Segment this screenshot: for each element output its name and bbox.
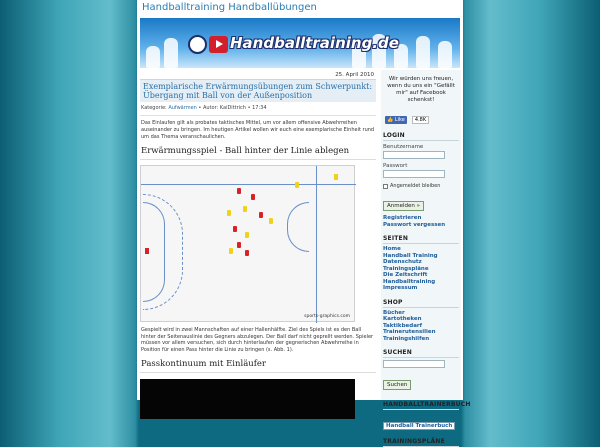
banner-player-silhouette: [438, 41, 452, 68]
page-link-zeitschrift[interactable]: Die Zeitschrift: [383, 272, 428, 278]
remember-label: Angemeldet bleiben: [390, 183, 441, 189]
post-title[interactable]: Exemplarische Erwärmungsübungen zum Schwerpunkt: Übergang mit Ball von der Außenposition: [143, 82, 373, 100]
shop-link-trainerutensilien[interactable]: Trainerutensilien: [383, 329, 436, 335]
video-player[interactable]: [140, 379, 355, 419]
search-input[interactable]: [383, 360, 445, 368]
meta-prefix: Kategorie:: [141, 105, 167, 111]
search-button[interactable]: Suchen: [383, 380, 411, 390]
shop-link-taktikbedarf[interactable]: Taktikbedarf: [383, 322, 423, 329]
free-throw-line: [143, 194, 183, 310]
page-link-trainingsplaene[interactable]: Trainingspläne: [383, 265, 429, 272]
player-yellow: [269, 218, 273, 224]
page-link-impressum[interactable]: Impressum: [383, 285, 418, 291]
site-title[interactable]: Handballtraining Handballübungen: [137, 0, 463, 17]
remember-checkbox[interactable]: [383, 184, 388, 189]
player-yellow: [229, 248, 233, 254]
section-title: Erwärmungsspiel - Ball hinter der Linie ablegen: [140, 144, 376, 160]
player-red: [251, 194, 255, 200]
thumbs-up-icon: 👍: [387, 117, 394, 123]
trainerbuch-link[interactable]: Handball Trainerbuch: [383, 422, 455, 430]
shop-heading: SHOP: [383, 292, 459, 308]
player-yellow: [245, 232, 249, 238]
post-intro: Das Einlaufen gilt als probates taktisches Mittel, um vor allem offensive Abwehrreihen auseinander zu bringen. Im heutigen Artikel wollen wir euch eine exemplarische Einheit rund um das Thema veranschaulichen.: [141, 120, 375, 140]
court-diagram: [140, 165, 355, 322]
play-icon: [209, 36, 228, 53]
player-red: [233, 226, 237, 232]
pages-heading: SEITEN: [383, 228, 459, 244]
shop-link-trainingshilfen[interactable]: Trainingshilfen: [383, 335, 430, 342]
shop-link-kartotheken[interactable]: Kartotheken: [383, 316, 422, 322]
goal-area-line: [287, 202, 309, 252]
player-red: [237, 242, 241, 248]
handball-icon: [188, 35, 207, 54]
logo-text: Handballtraining.de: [230, 34, 399, 52]
facebook-text: Wir würden uns freuen, wenn du uns ein "Gefällt mir" auf Facebook schenkst!: [387, 76, 455, 103]
page-container: [137, 0, 471, 445]
section-title-2: Passkontinuum mit Einläufer: [140, 357, 376, 373]
figure-caption: Gespielt wird in zwei Mannschaften auf einer Hallenhälfte. Ziel des Spiels ist es den Ball hinter der Seitenauslinie des Gegners abzulegen. Der Ball darf nicht geprellt werden. Spieler müssen vor allem versuchen, sich durch hinterlaufen der gegnerischen Abwehrreihe in Position für einen Pass hinter die Linie zu bringen (s. Abb. 1).: [141, 327, 374, 353]
banner-player-silhouette: [146, 46, 160, 68]
goalkeeper: [334, 174, 338, 180]
register-link[interactable]: Registrieren: [383, 215, 422, 221]
page-link-home[interactable]: Home: [383, 246, 401, 252]
login-heading: LOGIN: [383, 125, 459, 141]
username-label: Benutzername: [383, 144, 424, 150]
player-red: [237, 188, 241, 194]
player-yellow: [295, 182, 299, 188]
post-meta: [140, 102, 376, 116]
search-heading: SUCHEN: [383, 342, 459, 358]
post-date: 25. April 2010: [335, 72, 374, 78]
trainerbuch-heading: HANDBALLTRAINERBUCH: [383, 394, 459, 410]
goalkeeper: [145, 248, 149, 254]
sidebar: [381, 70, 471, 445]
trainingsplaene-heading: TRAININGSPLÄNE: [383, 431, 459, 447]
password-input[interactable]: [383, 170, 445, 178]
like-count: 4.8K: [412, 116, 429, 124]
post-title-box: [140, 79, 376, 102]
court-line: [316, 166, 317, 323]
forgot-password-link[interactable]: Passwort vergessen: [383, 221, 446, 228]
shop-link-buecher[interactable]: Bücher: [383, 309, 405, 316]
banner-player-silhouette: [164, 38, 178, 68]
header-banner[interactable]: [140, 18, 460, 68]
category-link[interactable]: Aufwärmen: [168, 105, 197, 111]
page-link-handballtraining[interactable]: Handballtraining: [383, 278, 436, 285]
page-link-datenschutz[interactable]: Datenschutz: [383, 259, 422, 265]
like-button[interactable]: [385, 116, 407, 124]
player-yellow: [227, 210, 231, 216]
login-button[interactable]: Anmelden »: [383, 201, 424, 211]
player-red: [259, 212, 263, 218]
player-yellow: [243, 206, 247, 212]
facebook-like: [383, 106, 459, 125]
meta-author: • Autor: KaiDittrich • 17:34: [198, 105, 267, 111]
username-input[interactable]: [383, 151, 445, 159]
remember-row: [383, 181, 459, 192]
banner-player-silhouette: [416, 36, 430, 68]
court-line: [141, 184, 356, 185]
image-credit: sports-graphics.com: [304, 314, 350, 319]
like-label: Like: [394, 117, 405, 123]
password-label: Passwort: [383, 163, 408, 169]
player-red: [245, 250, 249, 256]
main-content: [140, 70, 376, 419]
page-link-handball-training[interactable]: Handball Training: [383, 252, 438, 259]
